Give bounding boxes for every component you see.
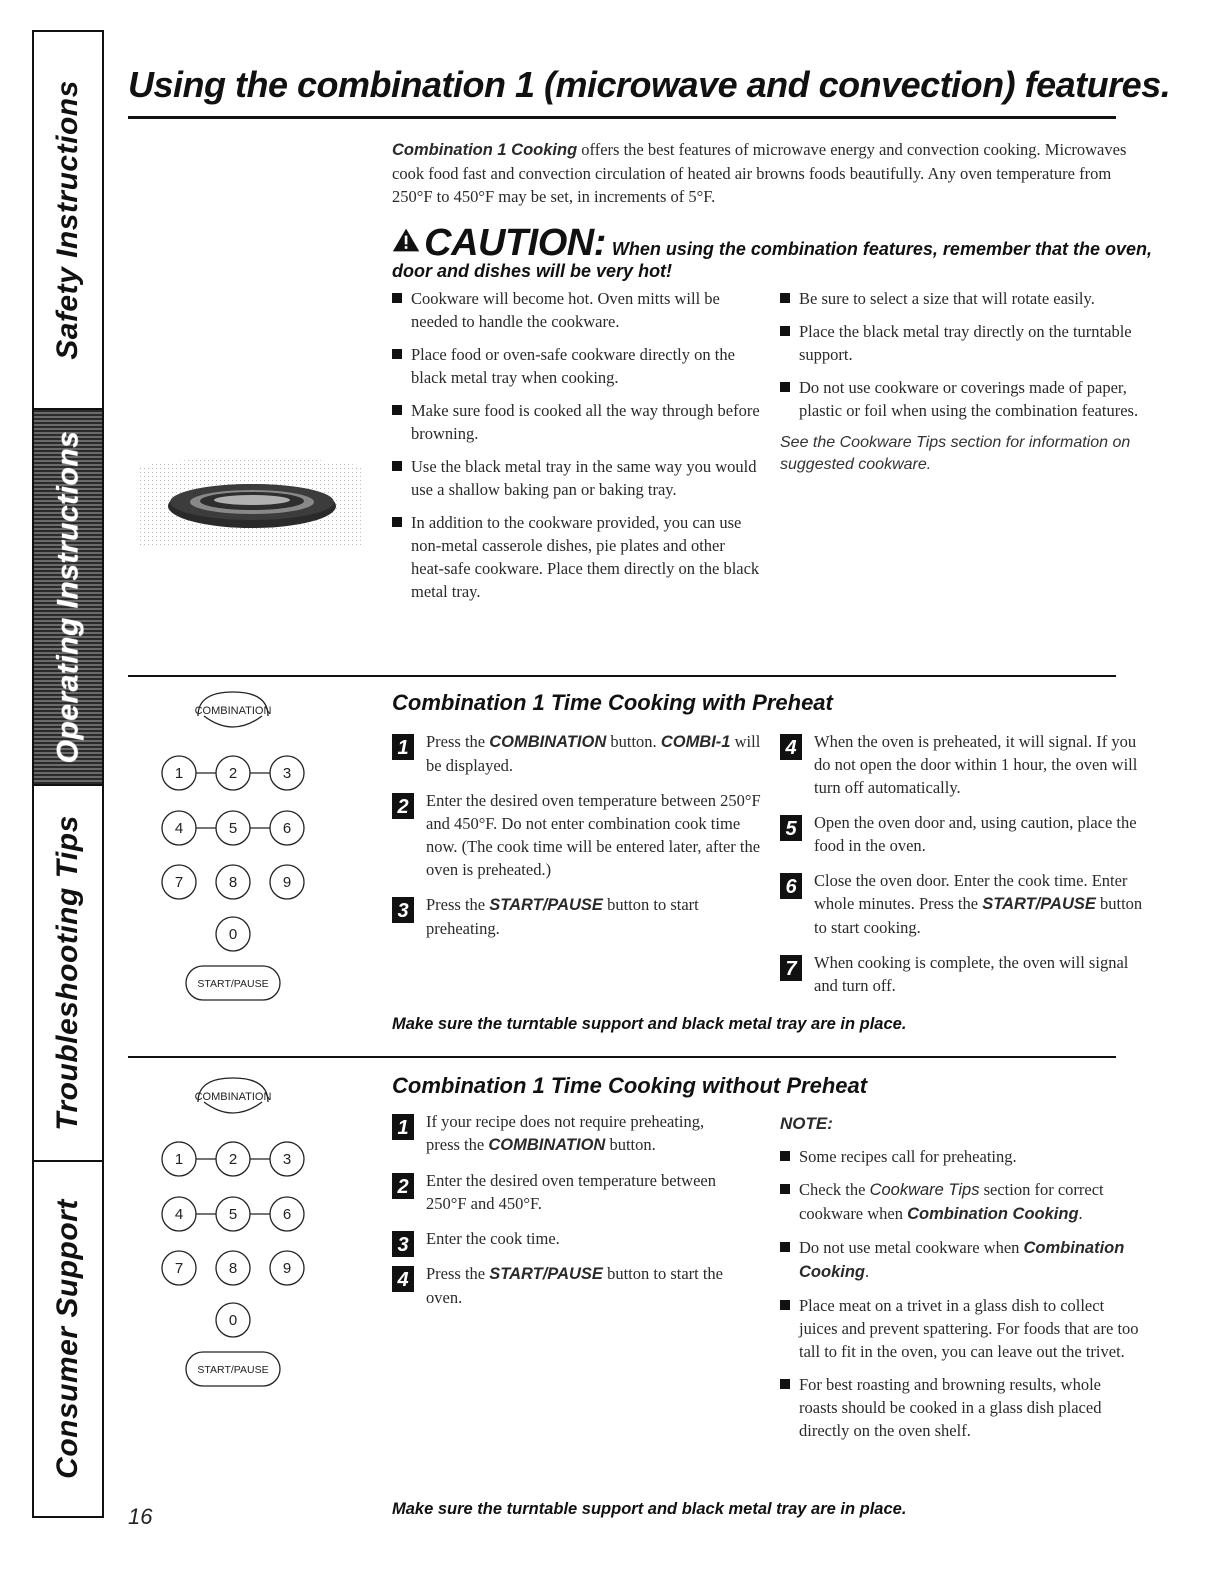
- note-text: Place meat on a trivet in a glass dish to collect juices and prevent spattering. For foods that are too tall to fit in the oven, you can leave out the trivet.: [799, 1296, 1139, 1361]
- warning-triangle-icon: [392, 225, 420, 255]
- note-text: Do not use metal cookware when: [799, 1238, 1024, 1257]
- start-pause-key-label: START/PAUSE: [197, 978, 269, 990]
- step-text: Open the oven door and, using caution, place the food in the oven.: [814, 813, 1137, 855]
- step-text: will be displayed.: [426, 732, 761, 775]
- step-text: button.: [605, 1135, 656, 1154]
- key-1: 1: [174, 1151, 184, 1168]
- key-5: 5: [228, 820, 238, 837]
- note-text: .: [865, 1262, 870, 1281]
- tab-consumer-support[interactable]: [34, 1162, 102, 1516]
- step-text: button.: [606, 732, 661, 751]
- cookware-tips-link: Cookware Tips: [839, 434, 947, 451]
- start-pause-label: START/PAUSE: [489, 1265, 603, 1283]
- metal-tray-illustration: [136, 456, 368, 552]
- list-item: Be sure to select a size that will rotate easily.: [780, 287, 1140, 310]
- list-item: [780, 1236, 1142, 1284]
- list-item: [780, 1294, 1142, 1363]
- step-item: [392, 1110, 732, 1157]
- note-heading: NOTE:: [780, 1114, 833, 1133]
- step-item: [392, 1262, 732, 1309]
- key-7: 7: [174, 1260, 184, 1277]
- tab-troubleshooting-tips[interactable]: [34, 786, 102, 1162]
- step-text: button to start cooking.: [814, 894, 1143, 937]
- preheat-steps-right: [780, 730, 1150, 1009]
- note-text: For best roasting and browning results, whole roasts should be cooked in a glass dish placed directly on the oven shelf.: [799, 1375, 1102, 1440]
- caution-block: [392, 222, 1152, 282]
- step-text: Press the: [426, 1264, 490, 1283]
- step-text: If your recipe does not require preheating, press the: [426, 1112, 705, 1154]
- page-title: Using the combination 1 (microwave and convection) features.: [128, 64, 1171, 105]
- intro-lead: Combination 1 Cooking: [392, 141, 578, 159]
- step-number: 6: [780, 873, 802, 899]
- key-3: 3: [282, 765, 292, 782]
- step-item: [392, 789, 762, 881]
- tab-operating-instructions[interactable]: [34, 410, 102, 786]
- step-number: 3: [392, 897, 414, 923]
- step-item: [780, 951, 1150, 997]
- note-text: .: [1078, 1204, 1083, 1223]
- list-item: Use the black metal tray in the same way you would use a shallow baking pan or baking tray.: [392, 455, 760, 501]
- start-pause-label: START/PAUSE: [489, 896, 603, 914]
- tab-label: Safety Instructions: [51, 80, 84, 360]
- intro-text: offers the best features of microwave energy and convection cooking. Microwaves cook food fast and convection circulation of heated air browns foods beautifully. Any oven temperature from 250°F to 450°F may be set, in increments of 5°F.: [392, 140, 1127, 206]
- caution-text-line1: When using the combination features, remember that the oven,: [611, 239, 1152, 259]
- divider: [128, 675, 1116, 677]
- step-text: When the oven is preheated, it will signal. If you do not open the door within 1 hour, the oven will turn off automatically.: [814, 732, 1138, 797]
- combi-1-label: COMBI-1: [660, 733, 731, 751]
- note-text: Some recipes call for preheating.: [799, 1147, 1017, 1166]
- note-text: section for correct cookware when: [799, 1180, 1104, 1223]
- page-number: 16: [128, 1504, 153, 1529]
- key-2: 2: [228, 1151, 238, 1168]
- tab-label: Operating Instructions: [51, 430, 85, 764]
- tab-label: Consumer Support: [51, 1199, 85, 1479]
- list-item: Place food or oven-safe cookware directly on the black metal tray when cooking.: [392, 343, 760, 389]
- cookware-note-suffix: section for information on suggested cookware.: [780, 434, 1131, 473]
- keypad-illustration-preheat: [138, 686, 328, 1006]
- key-7: 7: [174, 874, 184, 891]
- step-number: 2: [392, 1173, 414, 1199]
- caution-text-line2: door and dishes will be very hot!: [392, 261, 673, 281]
- step-text: button to start preheating.: [426, 895, 699, 938]
- cookware-note-prefix: See the: [780, 434, 840, 451]
- key-4: 4: [174, 820, 184, 837]
- step-item: [392, 1227, 732, 1256]
- list-item: [780, 1373, 1142, 1442]
- list-item: Do not use cookware or coverings made of paper, plastic or foil when using the combination features.: [780, 376, 1140, 422]
- key-8: 8: [228, 874, 238, 891]
- key-6: 6: [282, 820, 292, 837]
- no-preheat-notes: [780, 1112, 1142, 1452]
- step-item: [392, 1169, 732, 1215]
- key-6: 6: [282, 1206, 292, 1223]
- section-title-preheat: Combination 1 Time Cooking with Preheat: [392, 690, 833, 715]
- cookware-note: [780, 432, 1140, 476]
- step-text: Press the: [426, 732, 490, 751]
- step-item: [780, 730, 1150, 799]
- step-number: 4: [780, 734, 802, 760]
- step-text: button to start the oven.: [426, 1264, 724, 1307]
- step-number: 5: [780, 815, 802, 841]
- step-text: When cooking is complete, the oven will signal and turn off.: [814, 953, 1129, 995]
- reminder-no-preheat: Make sure the turntable support and black metal tray are in place.: [392, 1500, 907, 1518]
- combination-key-label: COMBINATION: [194, 1091, 272, 1103]
- step-text: Press the: [426, 895, 490, 914]
- caution-bullets-right: [780, 287, 1140, 476]
- list-item: In addition to the cookware provided, you can use non-metal casserole dishes, pie plates and other heat-safe cookware. Place them directly on the black metal tray.: [392, 511, 760, 603]
- caution-bullets-left: [392, 287, 760, 613]
- combination-key-label: COMBINATION: [194, 705, 272, 717]
- step-item: [392, 893, 762, 940]
- list-item: Cookware will become hot. Oven mitts will be needed to handle the cookware.: [392, 287, 760, 333]
- intro-paragraph: [392, 138, 1152, 208]
- key-4: 4: [174, 1206, 184, 1223]
- key-3: 3: [282, 1151, 292, 1168]
- caution-word: CAUTION:: [424, 222, 606, 264]
- cookware-tips-link: Cookware Tips: [869, 1181, 980, 1199]
- start-pause-key-label: START/PAUSE: [197, 1364, 269, 1376]
- key-0: 0: [228, 926, 238, 943]
- key-8: 8: [228, 1260, 238, 1277]
- section-tabs: [32, 30, 104, 1518]
- tab-label: Troubleshooting Tips: [51, 815, 84, 1131]
- step-number: 7: [780, 955, 802, 981]
- combination-cooking-label: Combination Cooking: [799, 1239, 1125, 1281]
- keypad-illustration-no-preheat: [138, 1072, 328, 1392]
- key-5: 5: [228, 1206, 238, 1223]
- start-pause-label: START/PAUSE: [982, 895, 1096, 913]
- step-text: Enter the cook time.: [426, 1229, 560, 1248]
- reminder-preheat: Make sure the turntable support and black metal tray are in place.: [392, 1015, 907, 1033]
- no-preheat-steps: [392, 1110, 732, 1321]
- step-text: Close the oven door. Enter the cook time. Enter whole minutes. Press the: [814, 871, 1128, 913]
- preheat-steps-left: [392, 730, 762, 952]
- key-9: 9: [282, 874, 292, 891]
- step-item: [780, 811, 1150, 857]
- key-2: 2: [228, 765, 238, 782]
- tab-safety-instructions[interactable]: [34, 32, 102, 410]
- combination-cooking-label: Combination Cooking: [907, 1205, 1079, 1223]
- step-number: 4: [392, 1266, 414, 1292]
- note-text: Check the: [799, 1180, 870, 1199]
- step-number: 3: [392, 1231, 414, 1257]
- combination-label: COMBINATION: [488, 1136, 606, 1154]
- list-item: [780, 1178, 1142, 1226]
- title-rule: [128, 116, 1116, 119]
- key-9: 9: [282, 1260, 292, 1277]
- list-item: Place the black metal tray directly on the turntable support.: [780, 320, 1140, 366]
- key-0: 0: [228, 1312, 238, 1329]
- section-title-no-preheat: Combination 1 Time Cooking without Preheat: [392, 1073, 868, 1098]
- step-text: Enter the desired oven temperature between 250°F and 450°F. Do not enter combination cook time now. (The cook time will be entered later, after the oven is preheated.): [426, 791, 761, 879]
- key-1: 1: [174, 765, 184, 782]
- step-number: 1: [392, 1114, 414, 1140]
- step-item: [780, 869, 1150, 939]
- list-item: [780, 1145, 1142, 1168]
- combination-label: COMBINATION: [489, 733, 607, 751]
- step-number: 2: [392, 793, 414, 819]
- step-number: 1: [392, 734, 414, 760]
- step-item: [392, 730, 762, 777]
- list-item: Make sure food is cooked all the way through before browning.: [392, 399, 760, 445]
- divider: [128, 1056, 1116, 1058]
- step-text: Enter the desired oven temperature between 250°F and 450°F.: [426, 1171, 716, 1213]
